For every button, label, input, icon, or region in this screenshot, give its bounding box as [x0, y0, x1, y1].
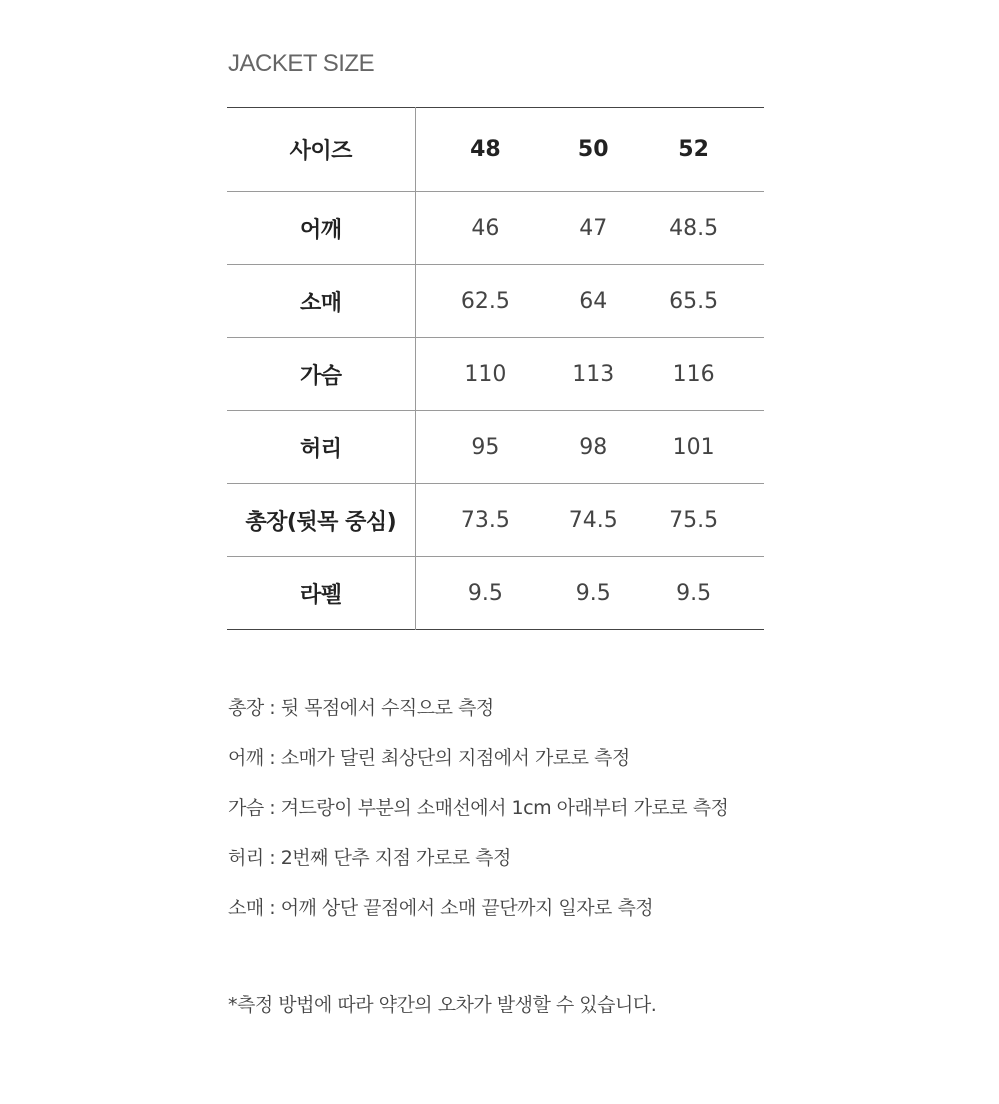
table-cell: 73.5 — [415, 484, 555, 557]
table-row — [227, 411, 764, 484]
table-cell: 9.5 — [631, 557, 756, 630]
size-table — [227, 107, 764, 630]
table-cell: 9.5 — [555, 557, 631, 630]
table-row — [227, 265, 764, 338]
size-52-header: 52 — [678, 137, 709, 162]
table-cell: 62.5 — [415, 265, 555, 338]
size-48-header: 48 — [470, 137, 501, 162]
table-cell: 75.5 — [631, 484, 756, 557]
table-cell: 74.5 — [555, 484, 631, 557]
row-label-chest: 가슴 — [227, 338, 415, 411]
note-chest: 가슴 : 겨드랑이 부분의 소매선에서 1cm 아래부터 가로로 측정 — [228, 797, 729, 819]
row-label-sleeve: 소매 — [227, 265, 415, 338]
table-row — [227, 557, 764, 630]
table-cell: 98 — [555, 411, 631, 484]
page-title: JACKET SIZE — [228, 50, 375, 77]
note-waist: 허리 : 2번째 단추 지점 가로로 측정 — [228, 847, 511, 869]
table-cell: 9.5 — [415, 557, 555, 630]
disclaimer-text: *측정 방법에 따라 약간의 오차가 발생할 수 있습니다. — [228, 994, 657, 1016]
table-row — [227, 484, 764, 557]
table-cell: 64 — [555, 265, 631, 338]
table-cell: 65.5 — [631, 265, 756, 338]
measurement-notes — [228, 693, 728, 943]
table-cell: 110 — [415, 338, 555, 411]
size-50-header: 50 — [577, 137, 609, 162]
row-label-waist: 허리 — [227, 411, 415, 484]
table-cell: 95 — [415, 411, 555, 484]
row-label-lapel: 라펠 — [227, 557, 415, 630]
table-row — [227, 192, 764, 265]
note-total-length: 총장 : 뒷 목점에서 수직으로 측정 — [228, 697, 494, 719]
note-sleeve: 소매 : 어깨 상단 끝점에서 소매 끝단까지 일자로 측정 — [228, 897, 654, 919]
note-shoulder: 어깨 : 소매가 달린 최상단의 지점에서 가로로 측정 — [228, 747, 630, 769]
row-label-length: 총장(뒷목 중심) — [227, 484, 415, 557]
table-cell: 47 — [555, 192, 631, 265]
table-cell: 48.5 — [631, 192, 756, 265]
table-cell: 116 — [631, 338, 756, 411]
table-cell: 113 — [555, 338, 631, 411]
header-label: 사이즈 — [227, 108, 415, 192]
table-row — [227, 338, 764, 411]
table-header-row — [227, 108, 764, 192]
table-cell: 46 — [415, 192, 555, 265]
table-cell: 101 — [631, 411, 756, 484]
row-label-shoulder: 어깨 — [227, 192, 415, 265]
